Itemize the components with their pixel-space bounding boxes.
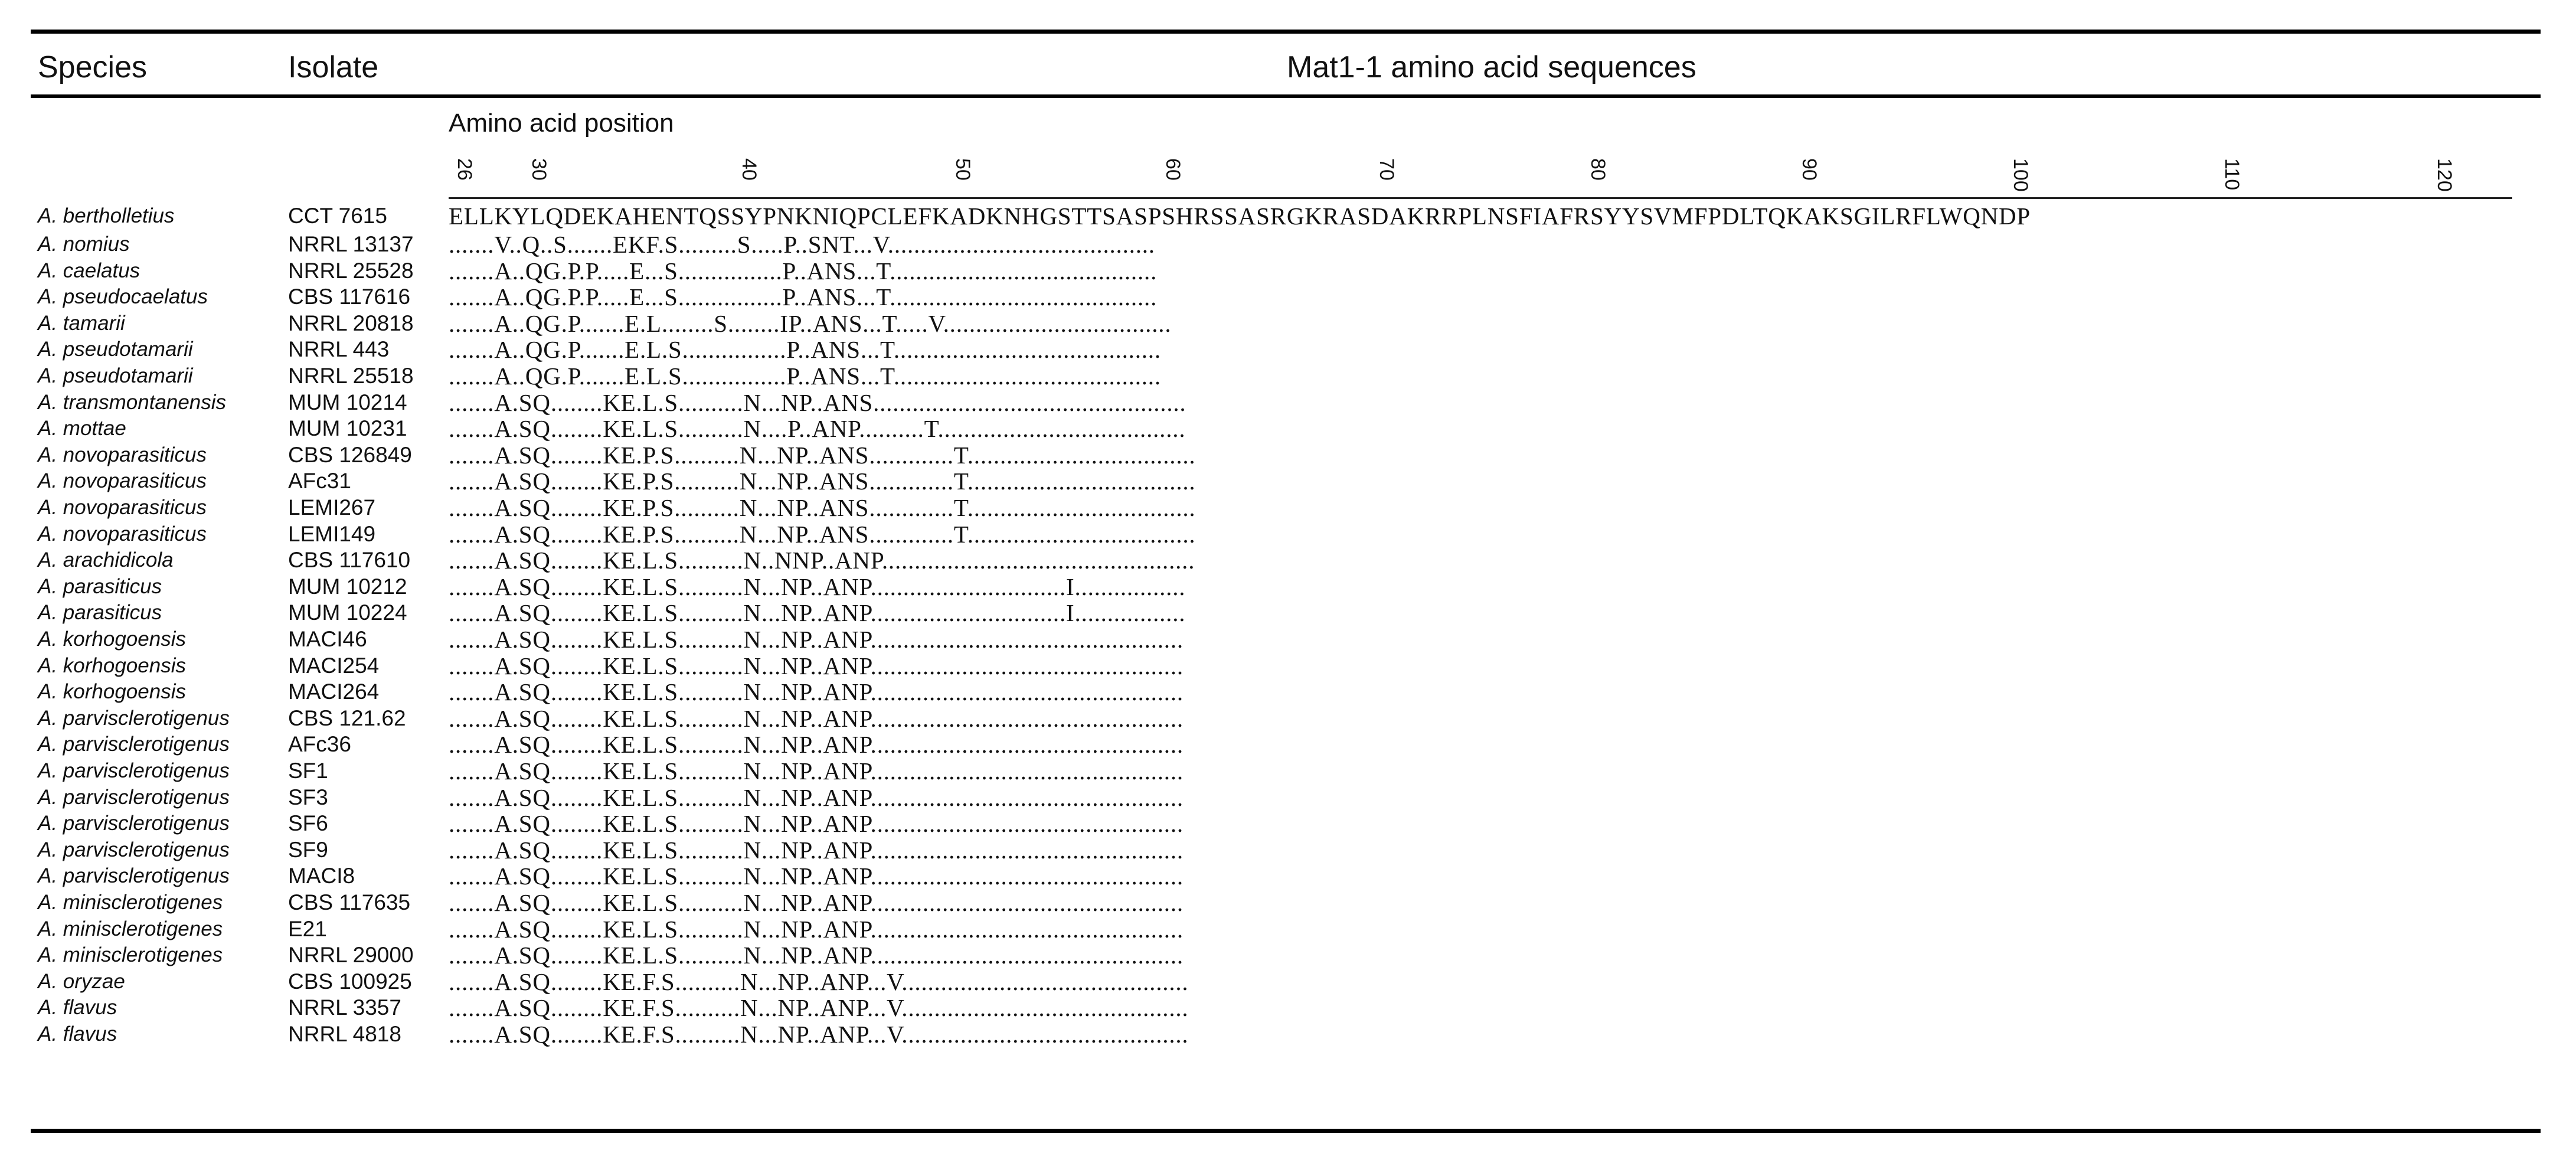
species-name: A. pseudocaelatus xyxy=(38,285,208,309)
sequence-alignment: .......A.SQ........KE.F.S..........N...NP..ANP...V............................................ xyxy=(449,994,1189,1022)
sequence-alignment: .......A.SQ........KE.L.S..........N..NNP..ANP................................................ xyxy=(449,547,1195,574)
species-name: A. transmontanensis xyxy=(38,390,227,414)
species-name: A. parvisclerotigenus xyxy=(38,838,230,861)
position-tick: 80 xyxy=(1587,158,1609,181)
species-name: A. korhogoensis xyxy=(38,680,186,704)
isolate-id: CBS 117616 xyxy=(288,285,411,309)
sequence-alignment: .......A.SQ........KE.L.S..........N...NP..ANP................................................ xyxy=(449,915,1184,943)
isolate-id: MACI46 xyxy=(288,627,367,651)
sequence-rule xyxy=(449,197,2512,199)
position-tick: 70 xyxy=(1375,158,1398,181)
isolate-id: CBS 117610 xyxy=(288,548,411,573)
isolate-column-header: Isolate xyxy=(288,50,379,84)
species-name: A. mottae xyxy=(38,417,126,440)
sequence-alignment: .......A.SQ........KE.P.S..........N...NP..ANS.............T................................... xyxy=(449,441,1196,469)
isolate-id: LEMI149 xyxy=(288,521,376,546)
isolate-id: MUM 10224 xyxy=(288,600,407,625)
isolate-id: NRRL 29000 xyxy=(288,943,414,968)
isolate-id: SF1 xyxy=(288,759,328,783)
isolate-id: CBS 126849 xyxy=(288,442,412,467)
species-name: A. parvisclerotigenus xyxy=(38,733,230,756)
sequence-alignment: .......A.SQ........KE.L.S..........N...NP..ANP................................................ xyxy=(449,731,1184,759)
isolate-id: LEMI267 xyxy=(288,495,376,520)
amino-acid-position-label: Amino acid position xyxy=(449,109,674,138)
sequence-alignment: .......A.SQ........KE.P.S..........N...NP..ANS.............T................................... xyxy=(449,468,1196,495)
isolate-id: CBS 100925 xyxy=(288,969,412,994)
sequence-alignment: .......A..QG.P.......E.L.S................P..ANS...T......................................... xyxy=(449,362,1161,390)
species-name: A. parvisclerotigenus xyxy=(38,706,230,730)
table-title: Mat1-1 amino acid sequences xyxy=(1287,50,1696,84)
species-name: A. tamarii xyxy=(38,311,125,335)
sequence-alignment: .......A..QG.P.P.....E...S................P..ANS...T......................................... xyxy=(449,283,1158,311)
isolate-id: CBS 121.62 xyxy=(288,705,406,730)
sequence-alignment: .......A.SQ........KE.L.S..........N...NP..ANP................................................ xyxy=(449,626,1184,653)
sequence-alignment: .......A.SQ........KE.L.S..........N...NP..ANP................................................ xyxy=(449,783,1184,811)
species-name: A. korhogoensis xyxy=(38,628,186,651)
isolate-id: SF3 xyxy=(288,785,328,809)
species-name: A. caelatus xyxy=(38,259,140,282)
header-bottom-rule xyxy=(31,94,2541,98)
sequence-alignment: .......A.SQ........KE.L.S..........N...NP..ANP..............................I................. xyxy=(449,599,1186,627)
isolate-id: AFc31 xyxy=(288,469,351,494)
species-column-header: Species xyxy=(38,50,147,84)
isolate-id: CBS 117635 xyxy=(288,890,411,914)
species-name: A. novoparasiticus xyxy=(38,496,207,519)
isolate-id: MUM 10214 xyxy=(288,390,407,414)
position-tick: 90 xyxy=(1798,158,1820,181)
position-tick: 50 xyxy=(952,158,974,181)
position-tick: 26 xyxy=(453,158,476,181)
sequence-alignment: .......A.SQ........KE.P.S..........N...NP..ANS.............T................................... xyxy=(449,494,1196,521)
species-name: A. novoparasiticus xyxy=(38,469,207,493)
sequence-alignment: .......A.SQ........KE.L.S..........N...NP..ANP................................................ xyxy=(449,704,1184,732)
position-tick: 60 xyxy=(1162,158,1184,181)
sequence-alignment: .......A.SQ........KE.L.S..........N...NP..ANP................................................ xyxy=(449,757,1184,785)
isolate-id: NRRL 13137 xyxy=(288,232,414,256)
sequence-alignment: .......A.SQ........KE.L.S..........N...NP..ANP................................................ xyxy=(449,942,1184,969)
sequence-alignment: .......A..QG.P.......E.L........S........IP..ANS...T.....V................................... xyxy=(449,309,1172,337)
sequence-alignment: .......A.SQ........KE.F.S..........N...NP..ANP...V............................................ xyxy=(449,1021,1189,1048)
isolate-id: NRRL 20818 xyxy=(288,311,414,335)
isolate-id: MUM 10231 xyxy=(288,416,407,441)
species-name: A. minisclerotigenes xyxy=(38,943,223,967)
sequence-alignment: .......A.SQ........KE.L.S..........N...NP..ANP................................................ xyxy=(449,810,1184,838)
reference-sequence: ELLKYLQDEKAHENTQSSYPNKNIQPCLEFKADKNHGSTTSASPSHRSSASRGKRASDAKRRPLNSFIAFRSYYSVMFPDLTQKAKSGILRFLWQNDP xyxy=(449,202,2031,230)
species-name: A. minisclerotigenes xyxy=(38,891,223,914)
isolate-id: NRRL 3357 xyxy=(288,995,401,1020)
species-name: A. parasiticus xyxy=(38,574,162,598)
isolate-id: NRRL 443 xyxy=(288,337,390,362)
table-top-rule xyxy=(31,30,2541,34)
isolate-id: MACI264 xyxy=(288,679,380,704)
species-name: A. flavus xyxy=(38,1022,117,1046)
isolate-id: NRRL 4818 xyxy=(288,1022,401,1046)
isolate-id: SF9 xyxy=(288,837,328,862)
isolate-id: MACI8 xyxy=(288,864,355,888)
reference-isolate: CCT 7615 xyxy=(288,204,387,228)
species-name: A. novoparasiticus xyxy=(38,443,207,466)
species-name: A. oryzae xyxy=(38,969,125,993)
species-name: A. korhogoensis xyxy=(38,654,186,677)
isolate-id: NRRL 25518 xyxy=(288,364,414,388)
sequence-alignment: .......A..QG.P.......E.L.S................P..ANS...T......................................... xyxy=(449,336,1161,364)
reference-species: A. bertholletius xyxy=(38,204,175,227)
species-name: A. pseudotamarii xyxy=(38,364,193,387)
sequence-alignment: .......A..QG.P.P.....E...S................P..ANS...T......................................... xyxy=(449,257,1158,285)
sequence-alignment: .......A.SQ........KE.L.S..........N...NP..ANP................................................ xyxy=(449,862,1184,890)
position-tick: 30 xyxy=(528,158,550,181)
species-name: A. parvisclerotigenus xyxy=(38,812,230,835)
isolate-id: MACI254 xyxy=(288,653,380,678)
species-name: A. novoparasiticus xyxy=(38,522,207,545)
sequence-alignment: .......A.SQ........KE.F.S..........N...NP..ANP...V............................................ xyxy=(449,968,1189,995)
species-name: A. nomius xyxy=(38,233,130,256)
sequence-alignment: .......A.SQ........KE.L.S..........N....P..ANP..........T...................................... xyxy=(449,415,1186,443)
species-name: A. parvisclerotigenus xyxy=(38,785,230,809)
sequence-alignment: .......A.SQ........KE.L.S..........N...NP..ANP................................................ xyxy=(449,652,1184,679)
species-name: A. parvisclerotigenus xyxy=(38,759,230,782)
species-name: A. flavus xyxy=(38,996,117,1020)
species-name: A. minisclerotigenes xyxy=(38,917,223,940)
species-name: A. parasiticus xyxy=(38,601,162,625)
sequence-alignment: .......A.SQ........KE.L.S..........N...NP..ANP................................................ xyxy=(449,836,1184,864)
sequence-alignment: .......A.SQ........KE.L.S..........N...NP..ANP..............................I................. xyxy=(449,573,1186,600)
sequence-alignment: .......V..Q..S.......EKF.S.........S.....P..SNT...V......................................... xyxy=(449,231,1155,258)
position-tick: 40 xyxy=(738,158,760,181)
sequence-alignment: .......A.SQ........KE.L.S..........N...NP..ANP................................................ xyxy=(449,889,1184,916)
species-name: A. arachidicola xyxy=(38,548,174,572)
sequence-alignment: .......A.SQ........KE.P.S..........N...NP..ANS.............T................................... xyxy=(449,520,1196,548)
isolate-id: E21 xyxy=(288,916,327,941)
isolate-id: MUM 10212 xyxy=(288,574,407,599)
table-bottom-rule xyxy=(31,1129,2541,1133)
position-tick: 110 xyxy=(2221,158,2243,191)
position-tick: 100 xyxy=(2009,158,2032,192)
sequence-alignment: .......A.SQ........KE.L.S..........N...NP..ANP................................................ xyxy=(449,678,1184,706)
sequence-alignment: .......A.SQ........KE.L.S..........N...NP..ANS................................................ xyxy=(449,388,1186,416)
isolate-id: NRRL 25528 xyxy=(288,258,414,283)
isolate-id: AFc36 xyxy=(288,732,351,757)
isolate-id: SF6 xyxy=(288,811,328,836)
position-tick: 120 xyxy=(2433,158,2456,192)
species-name: A. parvisclerotigenus xyxy=(38,864,230,888)
species-name: A. pseudotamarii xyxy=(38,338,193,361)
